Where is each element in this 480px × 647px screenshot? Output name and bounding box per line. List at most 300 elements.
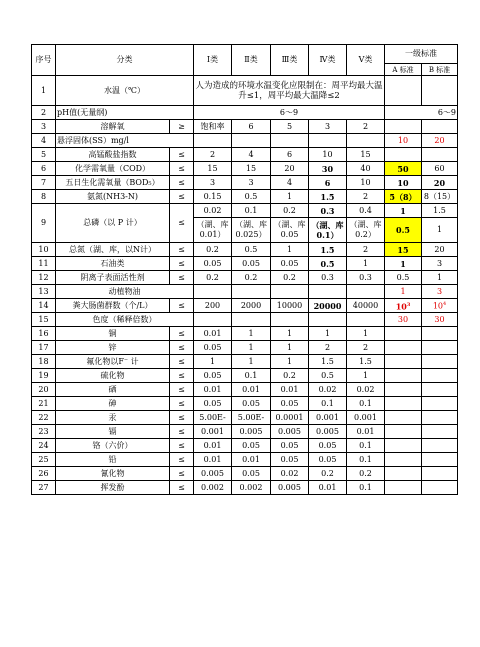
row-op: ≤ [170, 243, 194, 257]
cell-class-5 [347, 285, 385, 299]
cell-b [422, 148, 458, 162]
row-name: 锌 [56, 341, 170, 355]
cell-class-4: 1 [309, 327, 347, 341]
row-no: 13 [32, 285, 56, 299]
cell-class-2: 0.5 [232, 243, 271, 257]
cell-a [385, 481, 422, 495]
cell-b: 8（15） [422, 190, 458, 204]
cell-class-2: 15 [232, 162, 271, 176]
table-row [32, 76, 458, 106]
row-name: 镉 [56, 425, 170, 439]
cell-class-4: （湖、库 0.1） [309, 218, 347, 243]
cell-class-2: 0.05 [232, 257, 271, 271]
table-row [32, 411, 458, 425]
cell-class-3: 1 [271, 341, 309, 355]
row-no: 27 [32, 481, 56, 495]
cell-class-2-top: 0.1 [232, 204, 271, 218]
cell-class-5: 0.1 [347, 439, 385, 453]
header-std-b: B 标准 [422, 64, 458, 76]
cell-b [422, 453, 458, 467]
cell-class-4: 20000 [309, 299, 347, 313]
cell-class-3 [271, 134, 309, 148]
cell-b [422, 327, 458, 341]
row-name: 总氮（湖、库，以N计） [56, 243, 170, 257]
cell-class-5: 0.1 [347, 397, 385, 411]
cell-class-5: 1.5 [347, 355, 385, 369]
cell-class-3: 4 [271, 176, 309, 190]
cell-b [422, 299, 458, 313]
table-row [32, 355, 458, 369]
row-op: ≤ [170, 257, 194, 271]
table-row [32, 257, 458, 271]
cell-class-3: 0.005 [271, 425, 309, 439]
row-name: 阴离子表面活性剂 [56, 271, 170, 285]
row-name: 铅 [56, 453, 170, 467]
cell-class-5: 0.01 [347, 425, 385, 439]
cell-class-3: 1 [271, 355, 309, 369]
row-op: ≤ [170, 397, 194, 411]
cell-class-4: 0.5 [309, 257, 347, 271]
table-row [32, 439, 458, 453]
cell-class-1 [194, 313, 232, 327]
cell-class-3 [271, 313, 309, 327]
row-op: ≤ [170, 271, 194, 285]
row-no: 18 [32, 355, 56, 369]
cell-a [385, 369, 422, 383]
table-row [32, 120, 458, 134]
cell-class-2: 5.00E- [232, 411, 271, 425]
row-op: ≤ [170, 327, 194, 341]
cell-a [385, 299, 422, 313]
cell-class-5: 15 [347, 148, 385, 162]
row-op: ≤ [170, 369, 194, 383]
cell-class-5: 2 [347, 120, 385, 134]
cell-a: 5（8） [385, 190, 422, 204]
row-no: 16 [32, 327, 56, 341]
table-row [32, 453, 458, 467]
cell-class-3-top: 0.2 [271, 204, 309, 218]
cell-class-4: 0.1 [309, 397, 347, 411]
cell-class-2: 0.005 [232, 425, 271, 439]
table-row [32, 383, 458, 397]
cell-class-2: 0.5 [232, 190, 271, 204]
row-no: 6 [32, 162, 56, 176]
row-name: 汞 [56, 411, 170, 425]
table-row [32, 397, 458, 411]
cell-class-1: 0.01 [194, 439, 232, 453]
row-op: ≤ [170, 299, 194, 313]
cell-class-1: 0.2 [194, 271, 232, 285]
cell-class-1: 3 [194, 176, 232, 190]
row-no: 5 [32, 148, 56, 162]
cell-a [385, 327, 422, 341]
table-row [32, 204, 458, 218]
header-row [32, 45, 458, 64]
cell-class-4: 0.02 [309, 383, 347, 397]
row-op: ≤ [170, 481, 194, 495]
cell-a [385, 467, 422, 481]
cell-b [422, 120, 458, 134]
cell-class-1: 0.05 [194, 369, 232, 383]
row-no: 7 [32, 176, 56, 190]
row-no: 24 [32, 439, 56, 453]
row-no: 2 [32, 106, 56, 120]
row-name: 动植物油 [56, 285, 194, 299]
header-std-a: A 标准 [385, 64, 422, 76]
row-op: ≤ [170, 383, 194, 397]
cell-class-1: 0.05 [194, 341, 232, 355]
cell-class-4 [309, 313, 347, 327]
cell-class-5: 40000 [347, 299, 385, 313]
row-op: ≤ [170, 341, 194, 355]
cell-b [422, 341, 458, 355]
cell-class-4: 0.5 [309, 369, 347, 383]
row-no: 1 [32, 76, 56, 106]
row-op: ≤ [170, 176, 194, 190]
row-op: ≤ [170, 439, 194, 453]
cell-class-3: 1 [271, 243, 309, 257]
cell-class-3: 20 [271, 162, 309, 176]
cell-class-3: 1 [271, 190, 309, 204]
cell-class-2: 4 [232, 148, 271, 162]
row-no: 25 [32, 453, 56, 467]
cell-b: 1 [422, 271, 458, 285]
cell-a [385, 439, 422, 453]
cell-class-2: 1 [232, 341, 271, 355]
cell-class-5: 0.001 [347, 411, 385, 425]
cell-class-3: 0.05 [271, 257, 309, 271]
cell-class-1: 0.001 [194, 425, 232, 439]
row-name: 氰化物 [56, 467, 170, 481]
table-row [32, 313, 458, 327]
cell-b: 3 [422, 285, 458, 299]
row-no: 9 [32, 204, 56, 243]
header-class-4: Ⅳ类 [309, 45, 347, 76]
cell-a [385, 120, 422, 134]
cell-a-top: 1 [385, 204, 422, 218]
row-name: 挥发酚 [56, 481, 170, 495]
row-no: 23 [32, 425, 56, 439]
row-name: 硒 [56, 383, 170, 397]
cell-class-4: 6 [309, 176, 347, 190]
row-op: ≤ [170, 425, 194, 439]
cell-class-3 [271, 285, 309, 299]
cell-class-3: 0.05 [271, 439, 309, 453]
row-no: 12 [32, 271, 56, 285]
cell-class-4 [309, 285, 347, 299]
cell-class-1: （湖、库 0.01） [194, 218, 232, 243]
cell-class-1: 0.005 [194, 467, 232, 481]
row-no: 8 [32, 190, 56, 204]
cell-class-3: 0.005 [271, 481, 309, 495]
row-no: 10 [32, 243, 56, 257]
row-no: 14 [32, 299, 56, 313]
row-no: 4 [32, 134, 56, 148]
cell-class-3: 0.2 [271, 369, 309, 383]
row-op: ≤ [170, 467, 194, 481]
cell-class-4: 0.001 [309, 411, 347, 425]
cell-a [385, 411, 422, 425]
cell-class-5: 0.1 [347, 453, 385, 467]
cell-class-3: 0.05 [271, 453, 309, 467]
row-name: 砷 [56, 397, 170, 411]
table-row [32, 369, 458, 383]
cell-class-4: 0.05 [309, 439, 347, 453]
row-name: 溶解氧 [56, 120, 170, 134]
row-op: ≥ [170, 120, 194, 134]
row-op: ≤ [170, 204, 194, 243]
table-row [32, 271, 458, 285]
cell-class-2: 2000 [232, 299, 271, 313]
cell-class-2: 1 [232, 355, 271, 369]
header-grade-1: 一级标准 [385, 45, 458, 64]
cell-class-5-top: 0.4 [347, 204, 385, 218]
cell-class-2: 6 [232, 120, 271, 134]
cell-class-4: 30 [309, 162, 347, 176]
row-no: 11 [32, 257, 56, 271]
row-no: 21 [32, 397, 56, 411]
row-no: 22 [32, 411, 56, 425]
cell-b: 3 [422, 257, 458, 271]
cell-b [422, 76, 458, 106]
cell-class-4: 0.05 [309, 453, 347, 467]
cell-a [385, 148, 422, 162]
cell-class-2 [232, 313, 271, 327]
cell-class-2: （湖、库 0.025） [232, 218, 271, 243]
cell-class-2: 0.05 [232, 467, 271, 481]
cell-class-5: （湖、库 0.2） [347, 218, 385, 243]
cell-class-1: 0.01 [194, 383, 232, 397]
cell-class-5: 0.02 [347, 383, 385, 397]
cell-class-1: 0.2 [194, 243, 232, 257]
table-row [32, 243, 458, 257]
row-name: 铬（六价） [56, 439, 170, 453]
cell-class-4: 2 [309, 341, 347, 355]
cell-b-top: 1.5 [422, 204, 458, 218]
header-class-3: Ⅲ类 [271, 45, 309, 76]
cell-class-4: 3 [309, 120, 347, 134]
table-row [32, 481, 458, 495]
row-no: 3 [32, 120, 56, 134]
cell-class-5: 0.3 [347, 271, 385, 285]
cell-class-2: 0.01 [232, 453, 271, 467]
cell-a [385, 76, 422, 106]
table-row [32, 299, 458, 313]
row-no: 19 [32, 369, 56, 383]
cell-class-4: 0.3 [309, 271, 347, 285]
cell-class-2: 0.01 [232, 383, 271, 397]
cell-a [385, 355, 422, 369]
cell-class-3: 10000 [271, 299, 309, 313]
cell-a [385, 383, 422, 397]
cell-b [422, 425, 458, 439]
row-op: ≤ [170, 355, 194, 369]
row-name: 五日生化需氧量（BOD₅） [56, 176, 170, 190]
table-row [32, 285, 458, 299]
cell-class-4: 1.5 [309, 355, 347, 369]
cell-class-1: 0.05 [194, 397, 232, 411]
row-name: 总磷（以 P 计） [56, 204, 170, 243]
row-name: 色度（稀释倍数） [56, 313, 194, 327]
cell-class-1-top: 0.02 [194, 204, 232, 218]
row-range: 6～9 [194, 106, 385, 120]
row-no: 17 [32, 341, 56, 355]
cell-class-1 [194, 134, 232, 148]
row-name: 化学需氧量（COD） [56, 162, 170, 176]
cell-class-3: 1 [271, 327, 309, 341]
cell-b [422, 467, 458, 481]
row-name: 水温（℃） [56, 76, 194, 106]
cell-class-4 [309, 134, 347, 148]
cell-b-base: 10 [432, 301, 443, 311]
cell-a: 1 [385, 285, 422, 299]
cell-class-3: 0.05 [271, 397, 309, 411]
table-row [32, 162, 458, 176]
cell-class-5: 10 [347, 176, 385, 190]
cell-a: 1 [385, 257, 422, 271]
cell-class-1: 0.002 [194, 481, 232, 495]
row-range-grade: 6～9 [385, 106, 458, 120]
row-no: 15 [32, 313, 56, 327]
cell-b: 1 [422, 218, 458, 243]
cell-class-2: 1 [232, 327, 271, 341]
table-row [32, 467, 458, 481]
cell-a-base: 10 [395, 301, 407, 312]
cell-class-1: 0.05 [194, 257, 232, 271]
cell-class-5: 1 [347, 369, 385, 383]
header-class-5: Ⅴ类 [347, 45, 385, 76]
table-row [32, 148, 458, 162]
cell-class-2 [232, 134, 271, 148]
cell-a: 30 [385, 313, 422, 327]
cell-class-4: 0.2 [309, 467, 347, 481]
header-category: 分类 [56, 45, 194, 76]
cell-class-2: 0.002 [232, 481, 271, 495]
cell-class-4: 10 [309, 148, 347, 162]
cell-class-3: 5 [271, 120, 309, 134]
cell-class-5: 2 [347, 243, 385, 257]
row-name: 硫化物 [56, 369, 170, 383]
table-row [32, 176, 458, 190]
cell-class-3: 0.01 [271, 383, 309, 397]
cell-b: 20 [422, 243, 458, 257]
row-name: 氟化物以F⁻ 计 [56, 355, 170, 369]
cell-class-5: 0.1 [347, 481, 385, 495]
cell-b [422, 383, 458, 397]
table-row [32, 341, 458, 355]
table-row [32, 134, 458, 148]
row-op: ≤ [170, 148, 194, 162]
cell-class-1: 1 [194, 355, 232, 369]
cell-class-2: 0.1 [232, 369, 271, 383]
row-no: 26 [32, 467, 56, 481]
row-name: 高锰酸盐指数 [56, 148, 170, 162]
cell-class-1: 200 [194, 299, 232, 313]
cell-class-4: 0.005 [309, 425, 347, 439]
table-row [32, 190, 458, 204]
cell-a [385, 425, 422, 439]
cell-b [422, 411, 458, 425]
cell-class-5: 1 [347, 257, 385, 271]
cell-b [422, 369, 458, 383]
cell-class-5 [347, 134, 385, 148]
cell-class-3: 0.2 [271, 271, 309, 285]
cell-class-5: 40 [347, 162, 385, 176]
table-row [32, 425, 458, 439]
cell-class-5: 1 [347, 327, 385, 341]
cell-class-3: 6 [271, 148, 309, 162]
cell-a [385, 397, 422, 411]
cell-a: 10 [385, 176, 422, 190]
cell-class-1: 5.00E- [194, 411, 232, 425]
header-seq: 序号 [32, 45, 56, 76]
header-class-2: Ⅱ类 [232, 45, 271, 76]
cell-class-1: 0.01 [194, 453, 232, 467]
header-class-1: Ⅰ类 [194, 45, 232, 76]
row-name: 铜 [56, 327, 170, 341]
cell-b: 30 [422, 313, 458, 327]
cell-class-1: 15 [194, 162, 232, 176]
table-row [32, 327, 458, 341]
cell-b: 20 [422, 134, 458, 148]
row-name: 石油类 [56, 257, 170, 271]
cell-a [385, 453, 422, 467]
cell-class-1: 0.15 [194, 190, 232, 204]
cell-b [422, 355, 458, 369]
row-name: 粪大肠菌群数（个/L） [56, 299, 170, 313]
cell-class-5: 0.2 [347, 467, 385, 481]
cell-a-exponent: 3 [406, 301, 411, 308]
cell-b [422, 439, 458, 453]
cell-b: 60 [422, 162, 458, 176]
cell-class-1: 2 [194, 148, 232, 162]
row-merged-note: 人为造成的环境水温变化应限制在：周平均最大温升≤1，周平均最大温降≤2 [194, 76, 385, 106]
row-op: ≤ [170, 411, 194, 425]
cell-class-1: 饱和率 [194, 120, 232, 134]
cell-class-2: 3 [232, 176, 271, 190]
cell-a: 0.5 [385, 218, 422, 243]
water-quality-standards-table [31, 44, 458, 495]
cell-b: 20 [422, 176, 458, 190]
cell-class-4: 1.5 [309, 190, 347, 204]
cell-b [422, 481, 458, 495]
cell-class-2: 0.05 [232, 397, 271, 411]
cell-class-4: 0.01 [309, 481, 347, 495]
cell-b-exponent: 4 [443, 301, 447, 308]
row-op: ≤ [170, 453, 194, 467]
table-row [32, 106, 458, 120]
cell-a: 0.5 [385, 271, 422, 285]
cell-a: 10 [385, 134, 422, 148]
row-op: ≤ [170, 190, 194, 204]
cell-class-3: 0.02 [271, 467, 309, 481]
cell-class-2: 0.05 [232, 439, 271, 453]
cell-class-2: 0.2 [232, 271, 271, 285]
row-name: 氨氮(NH3-N) [56, 190, 170, 204]
cell-class-4-top: 0.3 [309, 204, 347, 218]
cell-class-5: 2 [347, 341, 385, 355]
cell-class-5 [347, 313, 385, 327]
cell-class-1 [194, 285, 232, 299]
cell-a: 15 [385, 243, 422, 257]
cell-a: 50 [385, 162, 422, 176]
cell-class-3: （湖、库 0.05 [271, 218, 309, 243]
cell-class-3: 0.0001 [271, 411, 309, 425]
cell-class-1: 0.01 [194, 327, 232, 341]
cell-a [385, 341, 422, 355]
row-name: 悬浮固体(SS）mg/l [56, 134, 194, 148]
cell-class-2 [232, 285, 271, 299]
